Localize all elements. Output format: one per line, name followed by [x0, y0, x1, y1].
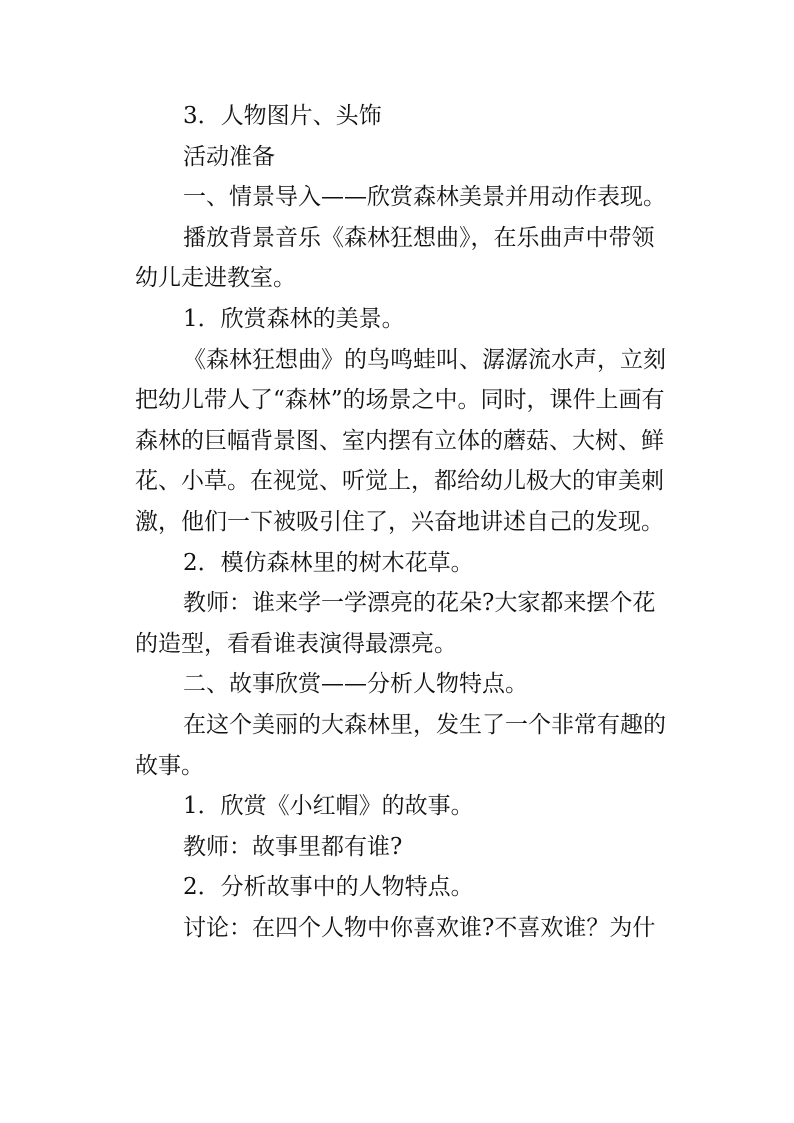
list-item-materials: 3．人物图片、头饰: [183, 103, 382, 129]
paragraph-music: 播放背景音乐《森林狂想曲》，在乐曲声中带领幼儿走进教室。: [135, 224, 655, 292]
step-heading-imitate: 2．模仿森林里的树木花草。: [183, 549, 474, 576]
section-heading-story: 二、故事欣赏——分析人物特点。: [183, 671, 528, 698]
paragraph-discussion: 讨论：在四个人物中你喜欢谁?不喜欢谁？为什: [183, 914, 656, 941]
paragraph-teacher-flower: 教师：谁来学一学漂亮的花朵?大家都来摆个花的造型，看看谁表演得最漂亮。: [135, 590, 656, 657]
section-heading-preparation: 活动准备: [183, 143, 275, 170]
step-heading-characters: 2．分析故事中的人物特点。: [183, 874, 474, 901]
paragraph-forest-scene: 《森林狂想曲》的鸟鸣蛙叫、潺潺流水声，立刻把幼儿带人了“森林”的场景之中。同时，课件上画有森林的巨幅背景图、室内摆有立体的蘑菇、大树、鲜花、小草。在视觉、听觉上，都给幼儿极大的审美刺激，他们一下被吸引住了，兴奋地讲述自己的发现。: [135, 346, 666, 535]
paragraph-story-intro: 在这个美丽的大森林里，发生了一个非常有趣的故事。: [135, 711, 666, 779]
paragraph-teacher-question: 教师：故事里都有谁?: [183, 833, 403, 860]
document-body: [135, 96, 670, 948]
section-heading-intro: 一、情景导入——欣赏森林美景并用动作表现。: [183, 184, 666, 211]
step-heading-forest: 1．欣赏森林的美景。: [183, 305, 405, 332]
step-heading-red-riding-hood: 1．欣赏《小红帽》的故事。: [183, 793, 474, 820]
